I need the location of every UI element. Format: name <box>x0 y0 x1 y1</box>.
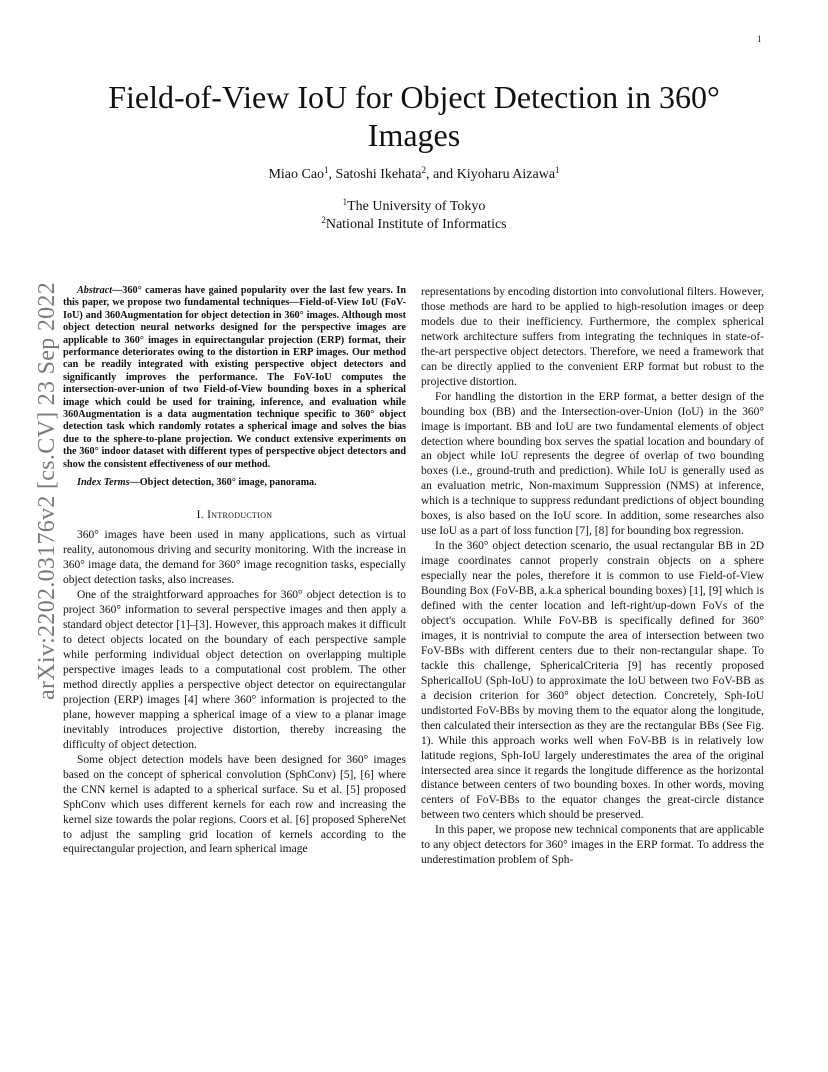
index-terms <box>63 477 406 489</box>
left-column <box>63 285 406 857</box>
index-terms-text: —Object detection, 360° image, panorama. <box>129 477 317 489</box>
author-separator: , and <box>425 167 457 182</box>
author-list <box>100 167 728 183</box>
body-paragraph: representations by encoding distortion into convolutional filters. However, those methods are hard to be applied to high-resolution images or deep models due to their inefficiency. Furthermore, the complex spherical network architecture suffers from integrating the techniques in state-of-the-art perspective object detectors. Therefore, we need a framework that can be directly applied to the convenient ERP format but robust to the projective distortion. <box>421 286 764 388</box>
affiliation <box>100 216 728 234</box>
section-numeral: I. <box>196 508 208 521</box>
author-separator: , <box>328 167 336 182</box>
affiliation-marker: 1 <box>342 197 348 207</box>
affiliation-marker: 1 <box>324 165 329 175</box>
abstract-label: Abstract <box>77 285 113 296</box>
author-name: Kiyoharu Aizawa <box>456 167 556 182</box>
arxiv-identifier: arXiv:2202.03176v2 [cs.CV] 23 Sep 2022 <box>34 281 60 700</box>
author-name: Miao Cao <box>268 167 325 182</box>
abstract-text: —360° cameras have gained popularity over the last few years. In this paper, we propose two fundamental techniques—Field-of-View IoU (FoV-IoU) and 360Augmentation for object detection in 360° images. Although most object detection neural networks designed for the perspective images are applicable to 360° images in equirectangular projection (ERP) format, their performance deteriorates owing to the distortion in ERP images. Our method can be readily integrated with existing perspective object detectors and significantly improves the performance. The FoV-IoU computes the intersection-over-union of two Field-of-View bounding boxes in a spherical image which could be used for training, inference, and evaluation while 360Augmentation is a data augmentation technique specific to 360° object detection task which randomly rotates a spherical image and solves the bias due to the sphere-to-plane projection. We conduct extensive experiments on the 360° indoor dataset with different types of perspective object detectors and show the consistent effectiveness of our method. <box>63 285 406 470</box>
affiliation-name: The University of Tokyo <box>347 199 486 214</box>
body-paragraph: 360° images have been used in many applications, such as virtual reality, autonomous driving and security monitoring. With the increase in 360° image data, the demand for 360° image recognition tasks, especially object detection tasks, also increases. <box>63 529 406 587</box>
body-paragraph: In this paper, we propose new technical components that are applicable to any object detectors for 360° images in the ERP format. To address the underestimation problem of Sph- <box>421 824 764 867</box>
body-paragraph: For handling the distortion in the ERP format, a better design of the bounding box (BB) and the Intersection-over-Union (IoU) in the 360° image is important. BB and IoU are two fundamental elements of object detection where bounding box serves the spatial location and boundary of an object while IoU represents the degree of overlap of two bounding boxes (i.e., ground-truth and prediction). While IoU is generally used as an evaluation metric, Non-maximum Suppression (NMS) at inference, which is a technique to suppress redundant predictions of object bounding boxes, is also based on the IoU score. In addition, some researches also use IoU as a part of loss function [7], [8] for bounding box regression. <box>421 390 764 538</box>
page-number: 1 <box>757 34 762 44</box>
body-paragraph: In the 360° object detection scenario, the usual rectangular BB in 2D image coordinates cannot properly constrain objects on a sphere especially near the poles, therefore it is common to use Field-of-View Bounding Box (FoV-BB, a.k.a spherical bounding boxes) [1], [9] which is defined with the center location and left-right/up-down FoVs of the object's occupation. While FoV-BB is specifically defined for 360° images, it is nontrivial to compute the area of intersection between two FoV-BBs with different centers due to their non-rectangular shape. To tackle this challenge, SphericalCriteria [9] has recently proposed SphericalIoU (Sph-IoU) to approximate the IoU between two FoV-BB as a decision criterion for 360° object detection. Concretely, Sph-IoU undistorted FoV-BBs by moving them to the equator along the longitude, then calculated their intersection as they are the rectangular BBs (See Fig. 1). While this approach works well when FoV-BB is in relatively low latitude regions, Sph-IoU largely underestimates the area of the original intersected area since it regards the longitude difference as the horizontal distance between centers of two bounding boxes. In other words, moving centers of FoV-BBs to the equator changes the great-circle distance between two centers which should be preserved. <box>421 540 764 822</box>
body-paragraph: One of the straightforward approaches for 360° object detection is to project 360° information to several perspective images and then apply a standard object detector [1]–[3]. However, this approach makes it difficult to detect objects located on the boundary of each perspective sample while performing individual object detection on overlapping multiple perspective images leads to a computational cost problem. The other method directly applies a perspective object detector on equirectangular projection (ERP) images [4] where 360° information is projected to the plane, however mapping a spherical image of a view to a planar image inevitably introduces projective distortion, thereby increasing the difficulty of object detection. <box>63 589 406 751</box>
index-terms-label: Index Terms <box>77 477 130 489</box>
section-heading <box>63 508 406 523</box>
paper-title: Field-of-View IoU for Object Detection in 360° Images <box>108 79 720 153</box>
affiliation-marker: 2 <box>421 165 426 175</box>
section-title: Introduction <box>207 508 273 521</box>
affiliation-marker: 2 <box>321 215 326 225</box>
affiliation-name: National Institute of Informatics <box>325 217 507 232</box>
affiliation <box>100 198 728 216</box>
abstract <box>63 285 406 471</box>
right-column <box>421 285 764 868</box>
body-paragraph: Some object detection models have been designed for 360° images based on the concept of spherical convolution (SphConv) [5], [6] where the CNN kernel is adapted to a spherical surface. Su et al. [5] proposed SphConv which uses different kernels for each row and increasing the kernel size towards the polar regions. Coors et al. [6] proposed SphereNet to adjust the sampling grid location of kernels according to the equirectangular projection, and learn spherical image <box>63 753 406 856</box>
affiliation-marker: 1 <box>555 165 560 175</box>
author-name: Satoshi Ikehata <box>335 167 422 182</box>
affiliation-list <box>100 198 728 234</box>
